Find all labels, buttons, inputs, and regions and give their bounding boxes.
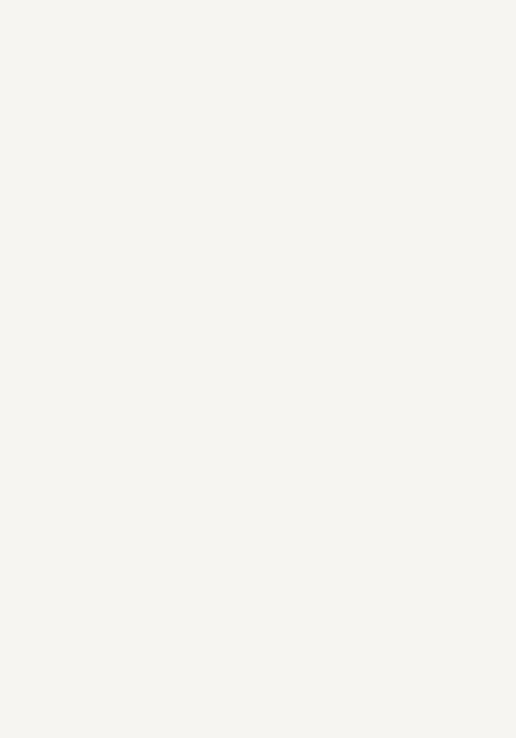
upper-tier: [22, 44, 486, 356]
lower-tier: [22, 388, 486, 688]
